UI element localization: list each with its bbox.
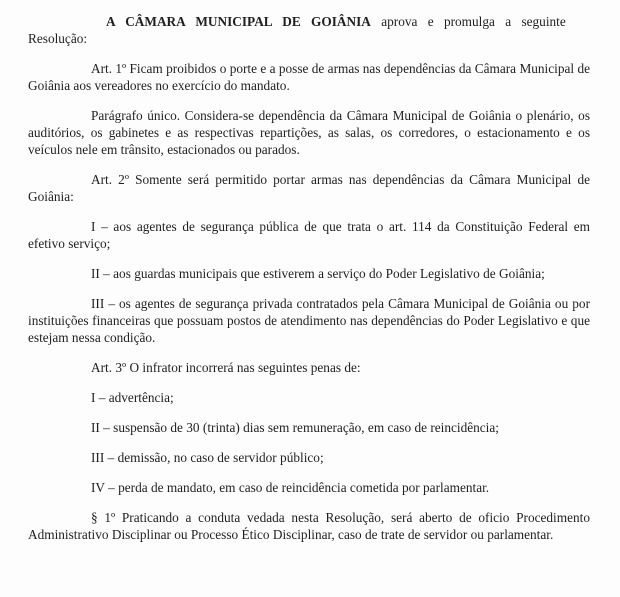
paragraph-art-1: Art. 1º Ficam proibidos o porte e a posse de armas nas dependências da Câmara Municipal de Goiânia aos vereadores no exercício do mandato.	[28, 61, 590, 93]
paragraph-art-2-item-i: I – aos agentes de segurança pública de que trata o art. 114 da Constituição Federal em efetivo serviço;	[28, 219, 590, 251]
paragraph-art-2-item-iii: III – os agentes de segurança privada contratados pela Câmara Municipal de Goiânia ou por instituições financeiras que possuam postos de atendimento nas dependências do Poder Legislativo e que estejam nessa condição.	[28, 296, 590, 345]
paragraph-paragrafo-unico: Parágrafo único. Considera-se dependência da Câmara Municipal de Goiânia o plenário, os auditórios, os gabinetes e as respectivas repartições, as salas, os corredores, o estacionamento e os veículos nele em trânsito, estacionados ou parados.	[28, 108, 590, 157]
paragraph-art-2-item-ii: II – aos guardas municipais que estiverem a serviço do Poder Legislativo de Goiânia;	[91, 266, 545, 281]
chamber-name-bold: A CÂMARA MUNICIPAL DE GOIÂNIA	[106, 14, 371, 29]
paragraph-art-3: Art. 3º O infrator incorrerá nas seguintes penas de:	[91, 360, 361, 375]
paragraph-art-3-item-ii: II – suspensão de 30 (trinta) dias sem remuneração, em caso de reincidência;	[91, 420, 499, 435]
paragraph-art-3-item-iii: III – demissão, no caso de servidor público;	[91, 450, 324, 465]
paragraph-section-1: § 1º Praticando a conduta vedada nesta Resolução, será aberto de oficio Procedimento Administrativo Disciplinar ou Processo Ético Disciplinar, caso de trate de servidor ou parlamentar.	[28, 510, 590, 542]
paragraph-art-3-item-iv: IV – perda de mandato, em caso de reincidência cometida por parlamentar.	[91, 480, 490, 495]
paragraph-art-2: Art. 2º Somente será permitido portar armas nas dependências da Câmara Municipal de Goiânia:	[28, 172, 590, 204]
opening-line2-text: Resolução:	[28, 31, 88, 46]
paragraph-opening	[28, 13, 590, 47]
paragraph-art-3-item-i: I – advertência;	[91, 390, 174, 405]
opening-rest-text: aprova e promulga a seguinte	[370, 14, 566, 29]
